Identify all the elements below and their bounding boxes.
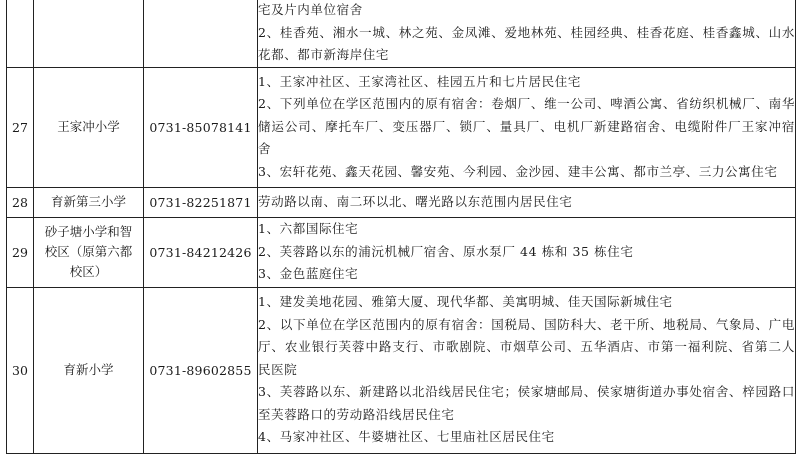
row-number: 29 (7, 217, 34, 287)
table-row (7, 287, 796, 453)
row-number (7, 0, 34, 67)
phone-number: 0731-84212426 (144, 217, 258, 287)
area-line: 4、马家冲社区、牛婆塘社区、七里庙社区居民住宅 (258, 429, 555, 445)
phone-number: 0731-85078141 (144, 67, 258, 187)
district-area (258, 287, 796, 453)
school-name: 育新小学 (34, 287, 144, 453)
area-line: 劳动路以南、南二环以北、曙光路以东范围内居民住宅 (258, 193, 573, 209)
area-line: 2、芙蓉路以东的浦沅机械厂宿舍、原水泵厂 44 栋和 35 栋住宅 (258, 243, 634, 259)
table-row (7, 217, 796, 287)
district-area (258, 67, 796, 187)
area-line: 1、建发美地花园、雅第大厦、现代华都、美寓明城、佳天国际新城住宅 (258, 294, 673, 310)
row-number: 30 (7, 287, 34, 453)
area-line: 2、下列单位在学区范围内的原有宿舍：卷烟厂、维一公司、啤酒公寓、省纺织机械厂、南华储运公司、摩托车厂、变压器厂、锁厂、量具厂、电机厂新建路宿舍、电缆附件厂王家冲宿舍 (258, 96, 795, 157)
school-name: 砂子塘小学和智校区（原第六都校区） (34, 217, 144, 287)
district-area (258, 217, 796, 287)
table-row (7, 67, 796, 187)
area-line: 3、芙蓉路以东、新建路以北沿线居民住宅；侯家塘邮局、侯家塘街道办事处宿舍、梓园路口至芙蓉路口的劳动路沿线居民住宅 (258, 384, 795, 422)
area-line: 3、宏轩花苑、鑫天花园、馨安苑、今利园、金沙园、建丰公寓、都市兰亭、三力公寓住宅 (258, 163, 778, 179)
row-number: 27 (7, 67, 34, 187)
phone-number (144, 0, 258, 67)
district-area (258, 187, 796, 217)
area-line: 1、王家冲社区、王家湾社区、桂园五片和七片居民住宅 (258, 73, 581, 89)
row-number: 28 (7, 187, 34, 217)
district-area (258, 0, 796, 67)
area-line: 2、桂香苑、湘水一城、林之苑、金凤滩、爱地林苑、桂园经典、桂香花庭、桂香鑫城、山水花都、都市新海岸住宅 (258, 24, 795, 62)
table-row (7, 0, 796, 67)
table-row (7, 187, 796, 217)
school-name: 育新第三小学 (34, 187, 144, 217)
school-name: 王家冲小学 (34, 67, 144, 187)
area-line: 2、以下单位在学区范围内的原有宿舍：国税局、国防科大、老干所、地税局、气象局、广电厅、农业银行芙蓉中路支行、市歌剧院、市烟草公司、五华酒店、市第一福利院、省第二人民医院 (258, 316, 795, 377)
area-line: 3、金色蓝庭住宅 (258, 266, 359, 282)
school-name (34, 0, 144, 67)
phone-number: 0731-89602855 (144, 287, 258, 453)
phone-number: 0731-82251871 (144, 187, 258, 217)
area-line: 1、六都国际住宅 (258, 221, 359, 237)
area-line: 宅及片内单位宿舍 (258, 2, 363, 17)
school-district-table (6, 0, 796, 454)
